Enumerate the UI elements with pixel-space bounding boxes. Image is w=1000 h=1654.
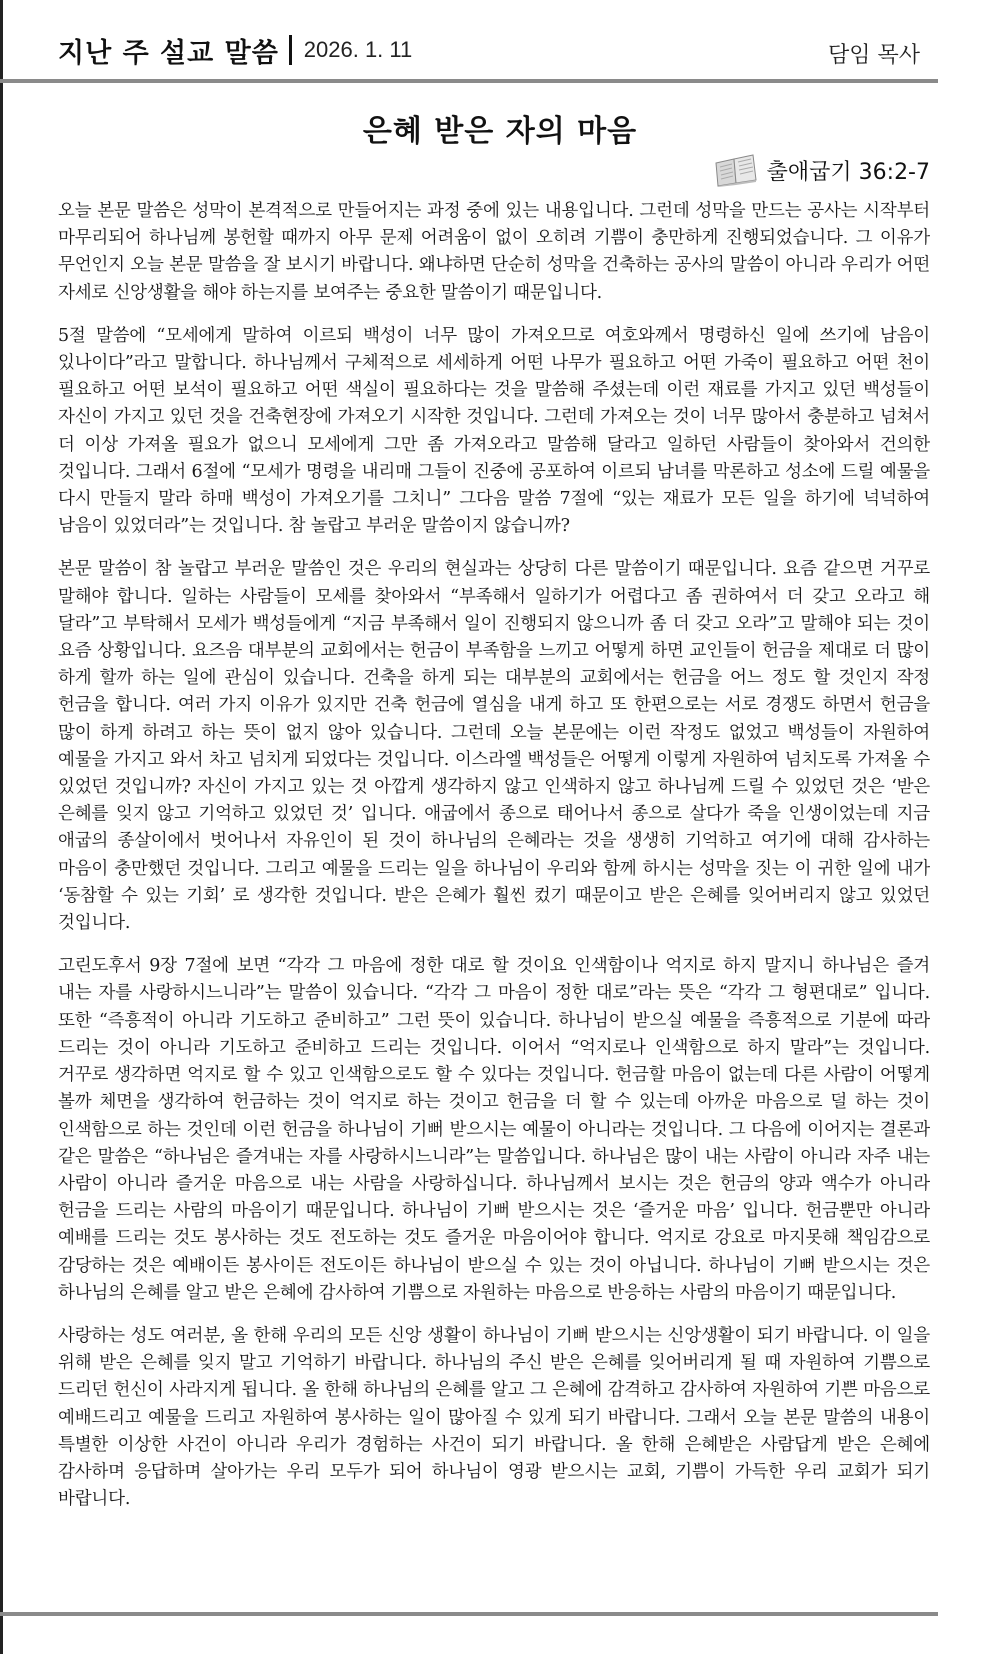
section-title: 지난 주 설교 말씀 [58,37,279,69]
scripture-reference [713,152,930,188]
book-icon [713,153,759,187]
body-paragraph: 사랑하는 성도 여러분, 올 한해 우리의 모든 신앙 생활이 하나님이 기뻐 받으시는 신앙생활이 되기 바랍니다. 이 일을 위해 받은 은혜를 잊지 말고 기억하기 바랍니다. 하나님의 주신 받은 은혜를 잊어버리게 될 때 자원하여 기쁨으로 드리던 헌신이 사라지게 됩니다. 올 한해 하나님의 은혜를 알고 그 은혜에 감격하고 감사하여 자원하여 기쁜 마음으로 예배드리고 예물을 드리고 자원하여 봉사하는 일이 많아질 수 있게 되기 바랍니다. 그래서 오늘 본문 말씀의 내용이 특별한 이상한 사건이 아니라 우리가 경험하는 사건이 되기 바랍니다. 올 한해 은혜받은 사람답게 받은 은혜에 감사하며 응답하며 살아가는 우리 모두가 되어 하나님이 영광 받으시는 교회, 기쁨이 가득한 우리 교회가 되기 바랍니다. [58,1325,930,1510]
header-rule [0,79,938,83]
preacher-label: 담임 목사 [827,43,920,68]
scripture-text: 출애굽기 36:2-7 [766,159,930,185]
body-paragraph: 본문 말씀이 참 놀랍고 부러운 말씀인 것은 우리의 현실과는 상당히 다른 말씀이기 때문입니다. 요즘 같으면 거꾸로 말해야 합니다. 일하는 사람들이 모세를 찾아와서 “부족해서 일하기가 어렵다고 좀 권하여서 더 갖고 오라고 해 달라”고 부탁해서 모세가 백성들에게 “지금 부족해서 일이 진행되지 않으니까 좀 더 갖고 오라”고 말해야 되는 것이 요즘 상황입니다. 요즈음 대부분의 교회에서는 헌금이 부족함을 느끼고 어떻게 하면 교인들이 헌금을 제대로 더 많이 하게 할까 하는 일에 관심이 있습니다. 건축을 하게 되는 대부분의 교회에서는 헌금을 어느 정도 할 것인지 작정 헌금을 합니다. 여러 가지 이유가 있지만 건축 헌금에 열심을 내게 하고 또 한편으로는 서로 경쟁도 하면서 헌금을 많이 하게 하려고 하는 뜻이 없지 않아 있습니다. 그런데 오늘 본문에는 이런 작정도 없었고 백성들이 자원하여 예물을 가지고 와서 차고 넘치게 되었다는 것입니다. 이스라엘 백성들은 어떻게 이렇게 자원하여 넘치도록 가져올 수 있었던 것입니까? 자신이 가지고 있는 것 아깝게 생각하지 않고 인색하지 않고 하나님께 드릴 수 있었던 것은 ‘받은 은혜를 잊지 않고 기억하고 있었던 것’ 입니다. 애굽에서 종으로 태어나서 종으로 살다가 죽을 인생이었는데 지금 애굽의 종살이에서 벗어나서 자유인이 된 것이 하나님의 은혜라는 것을 생생히 기억하고 여기에 대해 감사하는 마음이 충만했던 것입니다. 그리고 예물을 드리는 일을 하나님이 우리와 함께 하시는 성막을 짓는 이 귀한 일에 내가 ‘동참할 수 있는 기회’ 로 생각한 것입니다. 받은 은혜가 훨씬 컸기 때문이고 받은 은혜를 잊어버리지 않고 있었던 것입니다. [58,559,930,934]
body-paragraph: 오늘 본문 말씀은 성막이 본격적으로 만들어지는 과정 중에 있는 내용입니다. 그런데 성막을 만드는 공사는 시작부터 마무리되어 하나님께 봉헌할 때까지 아무 문제 어려움이 없이 오히려 기쁨이 충만하게 진행되었습니다. 그 이유가 무언인지 오늘 본문 말씀을 잘 보시기 바랍니다. 왜냐하면 단순히 성막을 건축하는 공사의 말씀이 아니라 우리가 어떤 자세로 신앙생활을 해야 하는지를 보여주는 중요한 말씀이기 때문입니다. [58,201,930,303]
page-left-edge [0,0,3,1654]
sermon-date: 2026. 1. 11 [303,37,413,62]
header-left [58,30,412,70]
body-paragraph: 고린도후서 9장 7절에 보면 “각각 그 마음에 정한 대로 할 것이요 인색함이나 억지로 하지 말지니 하나님은 즐겨 내는 자를 사랑하시느니라”는 말씀이 있습니다. “각각 그 마음이 정한 대로”라는 뜻은 “각각 그 형편대로” 입니다. 또한 “즉흥적이 아니라 기도하고 준비하고” 그런 뜻이 있습니다. 하나님이 받으실 예물을 즉흥적으로 기분에 따라 드리는 것이 아니라 기도하고 준비하고 드리는 것입니다. 이어서 “억지로나 인색함으로 하지 말라”는 것입니다. 거꾸로 생각하면 억지로 할 수 있고 인색함으로도 할 수 있다는 것입니다. 헌금할 마음이 없는데 다른 사람이 어떻게 볼까 체면을 생각하여 헌금하는 것이 억지로 하는 것이고 헌금을 더 할 수 있는데 아까운 마음으로 덜 하는 것이 인색함으로 하는 것인데 이런 헌금을 하나님이 기뻐 받으시는 예물이 아니라는 것입니다. 그 다음에 이어지는 결론과 같은 말씀은 “하나님은 즐겨내는 자를 사랑하시느니라”는 말씀입니다. 하나님은 많이 내는 사람이 아니라 자주 내는 사람이 아니라 즐거운 마음으로 내는 사람을 사랑하십니다. 하나님께서 보시는 것은 헌금의 양과 액수가 아니라 헌금을 드리는 사람의 마음이기 때문입니다. 하나님이 기뻐 받으시는 것은 ‘즐거운 마음’ 입니다. 헌금뿐만 아니라 예배를 드리는 것도 봉사하는 것도 전도하는 것도 즐거운 마음이어야 합니다. 억지로 강요로 마지못해 책임감으로 감당하는 것은 예배이든 봉사이든 전도이든 하나님이 받으실 수 있는 것이 아닙니다. 하나님이 기뻐 받으시는 것은 하나님의 은혜를 알고 받은 은혜에 감사하여 기쁨으로 자원하는 마음으로 반응하는 사람의 마음이기 때문입니다. [58,956,930,1303]
sermon-body [58,198,930,1529]
bulletin-header [0,0,940,80]
header-divider [289,35,292,65]
sermon-title: 은혜 받은 자의 마음 [362,114,638,149]
footer-rule [0,1612,938,1616]
body-paragraph: 5절 말씀에 “모세에게 말하여 이르되 백성이 너무 많이 가져오므로 여호와께서 명령하신 일에 쓰기에 남음이 있나이다”라고 말합니다. 하나님께서 구체적으로 세세하게 어떤 나무가 필요하고 어떤 가죽이 필요하고 어떤 천이 필요하고 어떤 보석이 필요하고 어떤 색실이 필요하다는 것을 말씀해 주셨는데 이런 재료를 가지고 있던 백성들이 자신이 가지고 있던 것을 건축현장에 가져오기 시작한 것입니다. 그런데 가져오는 것이 너무 많아서 충분하고 넘쳐서 더 이상 가져올 필요가 없으니 모세에게 그만 좀 가져오라고 말씀해 달라고 일하던 사람들이 찾아와서 건의한 것입니다. 그래서 6절에 “모세가 명령을 내리매 그들이 진중에 공포하여 이르되 남녀를 막론하고 성소에 드릴 예물을 다시 만들지 말라 하매 백성이 가져오기를 그치니” 그다음 말씀 7절에 “있는 재료가 모든 일을 하기에 넉넉하여 남음이 있었더라”는 것입니다. 참 놀랍고 부러운 말씀이지 않습니까? [58,325,930,537]
